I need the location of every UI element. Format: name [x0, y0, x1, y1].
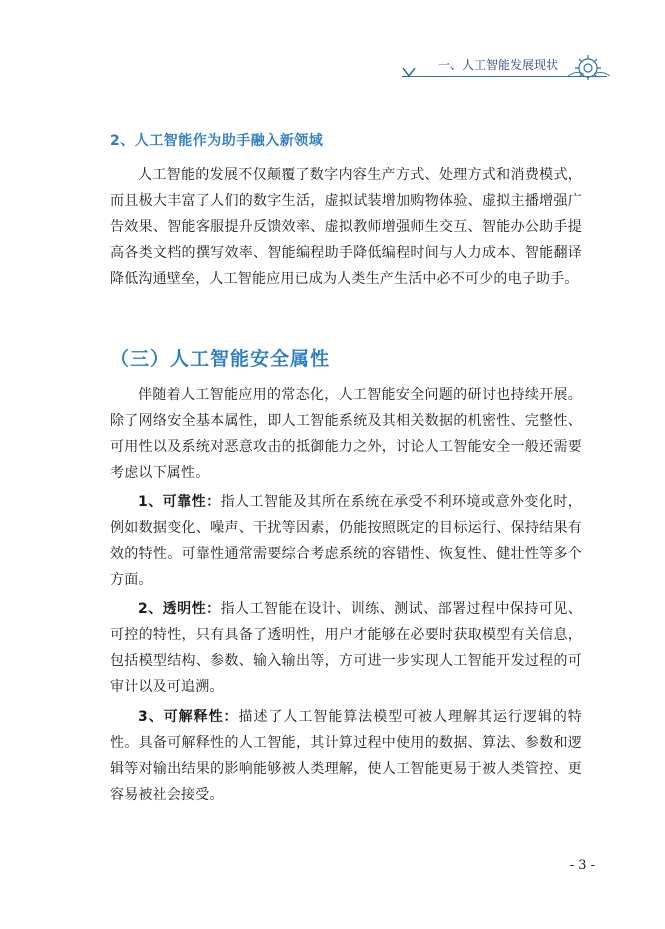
section-3-intro: 伴随着人工智能应用的常态化，人工智能安全问题的研讨也持续开展。除了网络安全基本属性，即人工智能系统及其相关数据的机密性、完整性、可用性以及系统对恶意攻击的抵御能力之外，讨论人工智能安全一般还需要考虑以下属性。: [110, 387, 582, 481]
attribute-explainability: [110, 704, 582, 808]
attribute-term: 3、可解释性：: [138, 709, 239, 725]
gear-icon: [566, 50, 612, 80]
running-header: [402, 50, 612, 82]
attribute-text: 指人工智能及其所在系统在承受不利环境或意外变化时，例如数据变化、噪声、干扰等因素，仍能按照既定的目标运行、保持结果有效的特性。可靠性通常需要综合考虑系统的容错性、恢复性、健壮性等多个方面。: [110, 494, 582, 588]
attribute-text: 描述了人工智能算法模型可被人理解其运行逻辑的特性。具备可解释性的人工智能，其计算过程中使用的数据、算法、参数和逻辑等对输出结果的影响能够被人类理解，使人工智能更易于被人类管控、更容易被社会接受。: [110, 709, 582, 803]
attribute-term: 1、可靠性：: [138, 494, 221, 510]
attribute-transparency: [110, 596, 582, 700]
page-number: - 3 -: [569, 858, 595, 873]
subsection-heading: 2、人工智能作为助手融入新领域: [110, 133, 324, 149]
attribute-reliability: [110, 489, 582, 593]
section-2-paragraph: 人工智能的发展不仅颠覆了数字内容生产方式、处理方式和消费模式，而且极大丰富了人们的数字生活，虚拟试装增加购物体验、虚拟主播增强广告效果、智能客服提升反馈效率、虚拟教师增强师生交互、智能办公助手提高各类文档的撰写效率、智能编程助手降低编程时间与人力成本、智能翻译降低沟通壁垒，人工智能应用已成为人类生产生活中必不可少的电子助手。: [110, 167, 582, 287]
attribute-text: 指人工智能在设计、训练、测试、部署过程中保持可见、可控的特性，只有具备了透明性，用户才能够在必要时获取模型有关信息，包括模型结构、参数、输入输出等，方可进一步实现人工智能开发过程的可审计以及可追溯。: [110, 601, 582, 695]
section-heading: （三）人工智能安全属性: [110, 348, 331, 370]
header-title: 一、人工智能发展现状: [437, 58, 558, 72]
header-arrow-icon: [402, 67, 416, 79]
attribute-term: 2、透明性：: [138, 601, 221, 617]
